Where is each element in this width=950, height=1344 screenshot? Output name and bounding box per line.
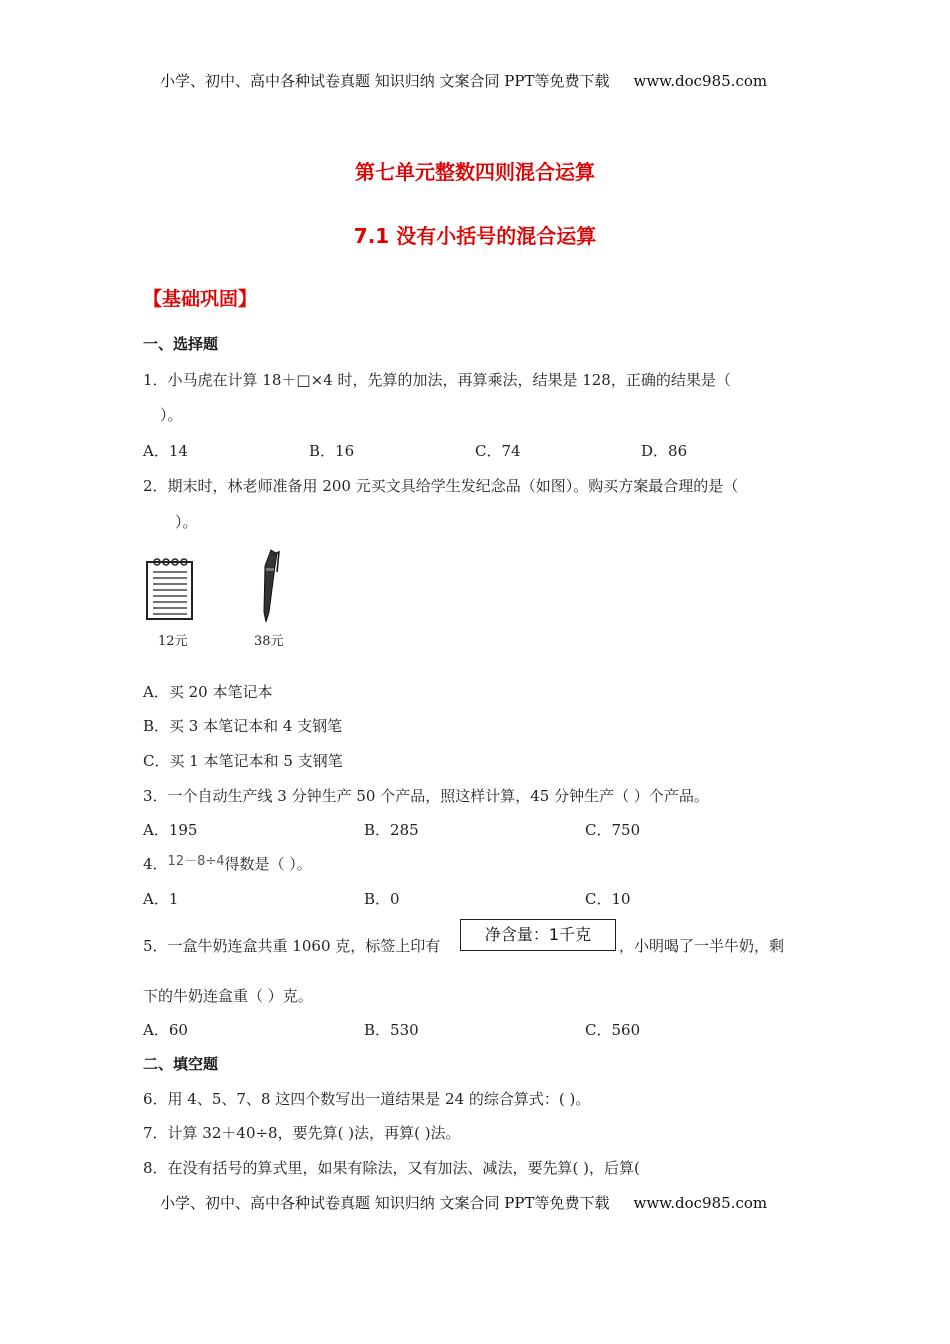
q1-option-c: C．74 xyxy=(475,442,521,460)
question-1-cont: ）。 xyxy=(160,406,183,424)
footer-text: 小学、初中、高中各种试卷真题 知识归纳 文案合同 PPT等免费下载 xyxy=(160,1194,610,1212)
q4-expression: 12－8÷4 xyxy=(167,854,225,869)
net-content-label: 净含量：1千克 xyxy=(460,919,616,951)
q4-rest: 得数是（ ）。 xyxy=(224,855,312,873)
q5-option-b: B．530 xyxy=(364,1021,419,1039)
part-heading-fill: 二、填空题 xyxy=(143,1055,219,1073)
footer-url: www.doc985.com xyxy=(633,1194,768,1212)
question-8: 8．在没有括号的算式里，如果有除法，又有加法、减法，要先算( )，后算( xyxy=(143,1159,640,1177)
lesson-title: 7.1 没有小括号的混合运算 xyxy=(353,224,597,248)
q3-option-c: C．750 xyxy=(585,821,641,839)
q5-option-c: C．560 xyxy=(585,1021,641,1039)
question-2: 2．期末时，林老师准备用 200 元买文具给学生发纪念品（如图）。购买方案最合理的是（ xyxy=(143,477,739,495)
q1-option-a: A．14 xyxy=(143,442,188,460)
q1-option-d: D．86 xyxy=(641,442,688,460)
q3-option-a: A．195 xyxy=(143,821,198,839)
part-heading-choice: 一、选择题 xyxy=(143,335,219,353)
pen-icon xyxy=(255,548,285,624)
q4-number: 4． xyxy=(143,855,168,873)
section-heading: 【基础巩固】 xyxy=(143,288,258,310)
unit-title: 第七单元整数四则混合运算 xyxy=(355,160,595,184)
q3-option-b: B．285 xyxy=(364,821,419,839)
notebook-price: 12元 xyxy=(158,634,188,649)
question-3: 3．一个自动生产线 3 分钟生产 50 个产品，照这样计算，45 分钟生产（ ）个产品。 xyxy=(143,787,709,805)
header-text: 小学、初中、高中各种试卷真题 知识归纳 文案合同 PPT等免费下载 xyxy=(160,72,610,90)
question-1: 1．小马虎在计算 18＋□×4 时，先算的加法，再算乘法，结果是 128，正确的结果是（ xyxy=(143,371,731,389)
q4-option-c: C．10 xyxy=(585,890,631,908)
q2-option-b: B．买 3 本笔记本和 4 支钢笔 xyxy=(143,717,343,735)
q4-option-a: A．1 xyxy=(143,890,179,908)
notebook-icon xyxy=(145,556,195,622)
page-footer xyxy=(160,1192,767,1213)
question-5: 5．一盒牛奶连盒共重 1060 克，标签上印有 xyxy=(143,937,441,955)
q2-option-c: C．买 1 本笔记本和 5 支钢笔 xyxy=(143,752,343,770)
question-6: 6．用 4、5、7、8 这四个数写出一道结果是 24 的综合算式：( )。 xyxy=(143,1090,591,1108)
q1-option-b: B．16 xyxy=(309,442,355,460)
question-5-tail: ，小明喝了一半牛奶，剩 xyxy=(619,937,785,955)
q5-option-a: A．60 xyxy=(143,1021,188,1039)
header-url: www.doc985.com xyxy=(633,72,768,90)
question-4 xyxy=(143,853,312,874)
pen-price: 38元 xyxy=(254,634,284,649)
q2-option-a: A．买 20 本笔记本 xyxy=(143,683,273,701)
page-header xyxy=(160,70,767,91)
question-2-cont: ）。 xyxy=(175,513,198,531)
q4-option-b: B．0 xyxy=(364,890,400,908)
question-5-cont: 下的牛奶连盒重（ ）克。 xyxy=(143,987,313,1005)
question-7: 7．计算 32＋40÷8，要先算( )法，再算( )法。 xyxy=(143,1124,461,1142)
